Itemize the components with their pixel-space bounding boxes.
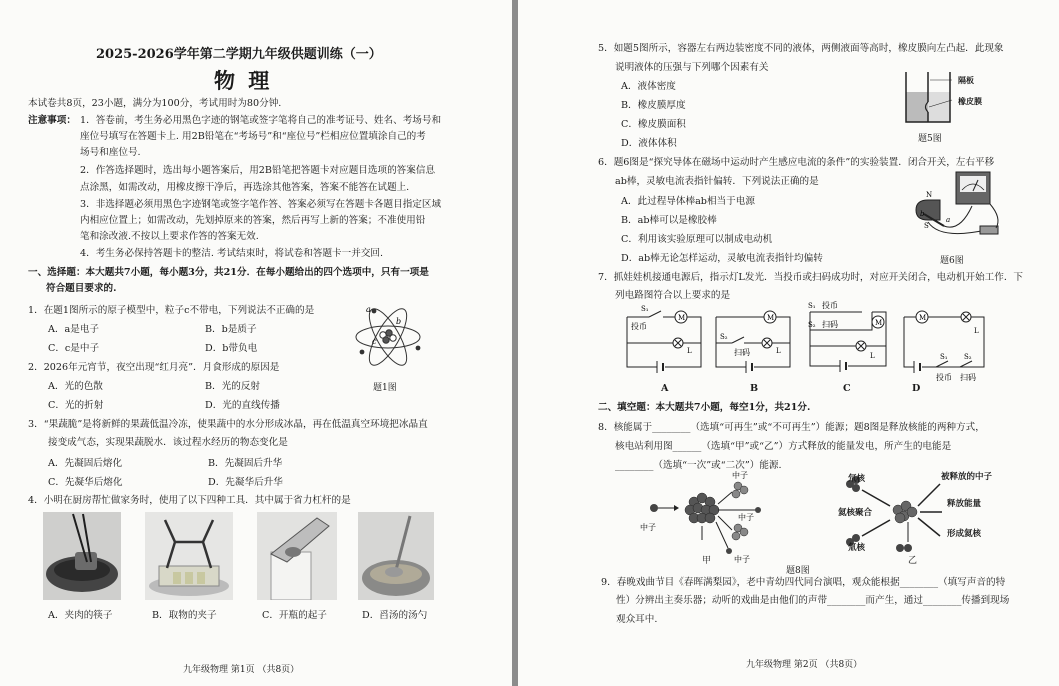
q5-option-b: B．橡皮膜厚度 bbox=[621, 100, 686, 111]
magnet-pole-n: N bbox=[926, 191, 933, 199]
figure-1-caption: 题1图 bbox=[373, 383, 397, 393]
switch-s1-label: S₁ bbox=[808, 302, 816, 310]
released-neutron-label: 被释放的中子 bbox=[941, 472, 993, 482]
circuit-a-label: A bbox=[661, 383, 669, 394]
container-figure bbox=[904, 70, 954, 124]
q2-option-a: A．光的色散 bbox=[48, 381, 103, 392]
switch-coin-label: 投币 bbox=[631, 322, 647, 331]
fission-neutron-label: 中子 bbox=[640, 523, 656, 532]
lamp-label: L bbox=[974, 327, 979, 335]
q6-stem: 6．题6图是“探究导体在磁场中运动时产生感应电流的条件”的实验装置．闭合开关，左右平移 bbox=[598, 157, 995, 168]
q5-option-a: A．液体密度 bbox=[621, 81, 676, 92]
figure-8-caption: 题8图 bbox=[786, 566, 810, 576]
circuit-c bbox=[806, 300, 890, 380]
circuit-d bbox=[900, 303, 990, 383]
switch-scan-label: 扫码 bbox=[734, 348, 750, 357]
q1-option-d: D．b带负电 bbox=[205, 343, 258, 354]
page-1-footer: 九年级物理 第1页 （共8页） bbox=[183, 665, 300, 675]
exam-page-1 bbox=[0, 0, 512, 686]
q7-stem-cont: 列电路图符合以上要求的是 bbox=[615, 290, 731, 301]
switch-s2-label: S₂ bbox=[964, 353, 972, 361]
section-1-heading: 一、选择题：本大题共7小题，每小题3分，共21分．在每小题给出的四个选项中，只有一项是 bbox=[28, 267, 429, 278]
q5-option-c: C．橡皮膜面积 bbox=[621, 119, 686, 130]
notice-line: 笔和涂改液.不按以上要求作答的答案无效. bbox=[80, 231, 259, 242]
q8-line-1: 8．核能属于________（选填“可再生”或“不可再生”）能源；题8图是释放核能的两种方式， bbox=[598, 422, 985, 433]
notice-line: 3．非选择题必须用黑色字迹钢笔或签字笔作答、答案必须写在答题卡各题目指定区域 bbox=[80, 199, 442, 210]
switch-s1-label: S₁ bbox=[641, 305, 649, 313]
notice-line: 场号和座位号. bbox=[80, 147, 141, 158]
partition-label: 隔板 bbox=[958, 75, 974, 85]
motor-symbol: M bbox=[919, 314, 927, 322]
fusion-label: 氦核聚合 bbox=[838, 508, 873, 518]
q3-stem-cont: 接变成气态，实现果蔬脱水．该过程水经历的物态变化是 bbox=[48, 437, 288, 448]
switch-s2-label: S₂ bbox=[808, 321, 816, 329]
switch-scan-label: 扫码 bbox=[822, 320, 838, 329]
tritium-label: 氚核 bbox=[848, 543, 866, 553]
membrane-label: 橡皮膜 bbox=[958, 96, 982, 106]
q4-option-b: B．取物的夹子 bbox=[152, 610, 217, 621]
exam-page-2 bbox=[518, 0, 1059, 686]
q6-stem-cont: ab棒，灵敏电流表指针偏转．下列说法正确的是 bbox=[615, 176, 819, 187]
figure-jia-label: 甲 bbox=[702, 556, 712, 566]
q3-option-a: A．先凝固后熔化 bbox=[48, 458, 123, 469]
fission-figure bbox=[638, 468, 774, 566]
switch-s1-label: S₁ bbox=[940, 353, 948, 361]
q5-option-d: D．液体体积 bbox=[621, 138, 677, 149]
rod-end-a: a bbox=[946, 216, 951, 224]
q9-line-3: 观众耳中. bbox=[616, 614, 658, 625]
q3-option-d: D．先凝华后升华 bbox=[208, 477, 283, 488]
circuit-b-label: B bbox=[750, 383, 759, 394]
notice-line: 1．答卷前，考生务必用黑色字迹的钢笔或签字笔将自己的准考证号、姓名、考场号和 bbox=[80, 115, 442, 126]
circuit-a bbox=[623, 303, 705, 381]
q2-stem: 2．2026年元宵节，夜空出现“红月亮”．月食形成的原因是 bbox=[28, 362, 280, 373]
notice-line: 座位号填写在答题卡上. 用2B铅笔在“考场号”和“座位号”栏相应位置填涂自己的考 bbox=[80, 131, 426, 142]
q8-line-3: ________（选填“一次”或“二次”）能源. bbox=[615, 460, 782, 471]
notice-line: 2．作答选择题时，选出每小题答案后，用2B铅笔把答题卡对应题目选项的答案信息 bbox=[80, 165, 436, 176]
atom-label-b: b bbox=[396, 317, 402, 326]
exam-header: 2025-2026学年第二学期九年级供题训练（一） bbox=[96, 47, 382, 62]
q1-option-b: B．b是质子 bbox=[205, 324, 257, 335]
q3-option-c: C．先凝华后熔化 bbox=[48, 477, 123, 488]
q4-option-d: D．舀汤的汤勺 bbox=[362, 610, 428, 621]
atom-label-a: a bbox=[366, 305, 371, 314]
q1-option-c: C．c是中子 bbox=[48, 343, 100, 354]
switch-coin-label: 投币 bbox=[822, 301, 838, 310]
subject-title: 物 理 bbox=[214, 68, 273, 93]
atom-model-figure bbox=[352, 302, 427, 370]
lamp-label: L bbox=[687, 347, 692, 355]
atom-label-c: c bbox=[372, 337, 377, 346]
chopsticks-photo bbox=[43, 512, 121, 600]
q9-line-1: 9．春晚戏曲节目《春晖满梨园》，老中青幼四代同台演唱，观众能根据________（填写声音的特 bbox=[601, 577, 1006, 588]
q3-option-b: B．先凝固后升华 bbox=[208, 458, 283, 469]
fission-neutron-label: 中子 bbox=[738, 513, 754, 522]
helium-label: 形成氦核 bbox=[947, 529, 982, 539]
exam-intro: 本试卷共8页，23小题，满分为100分，考试用时为80分钟. bbox=[28, 98, 282, 109]
switch-scan-label: 扫码 bbox=[960, 373, 976, 382]
q9-line-2: 性）分辨出主奏乐器；动听的戏曲是由他们的声带________而产生，通过________传播到现场 bbox=[616, 595, 1010, 606]
q4-option-a: A．夹肉的筷子 bbox=[48, 610, 113, 621]
soup-ladle-photo bbox=[358, 512, 434, 600]
section-2-heading: 二、填空题：本大题共7小题，每空1分，共21分. bbox=[598, 402, 811, 413]
bottle-opener-photo bbox=[257, 512, 337, 600]
q7-stem: 7．抓娃娃机接通电源后，指示灯L发光．当投币或扫码成功时，对应开关闭合，电动机开始工作．下 bbox=[598, 272, 1024, 283]
q6-option-c: C．利用该实验原理可以制成电动机 bbox=[621, 234, 773, 245]
circuit-d-label: D bbox=[912, 383, 921, 394]
q4-stem: 4．小明在厨房帮忙做家务时，使用了以下四种工具．其中属于省力杠杆的是 bbox=[28, 495, 351, 506]
electromagnetic-induction-figure bbox=[910, 170, 1020, 248]
notice-line: 内相应位置上；如需改动，先划掉原来的答案，然后再写上新的答案；不准使用铅 bbox=[80, 215, 426, 226]
q6-option-a: A．此过程导体棒ab相当于电源 bbox=[621, 196, 755, 207]
q2-option-d: D．光的直线传播 bbox=[205, 400, 280, 411]
fission-neutron-label: 中子 bbox=[732, 471, 748, 480]
released-energy-label: 释放能量 bbox=[947, 499, 982, 509]
q6-option-d: D．ab棒无论怎样运动，灵敏电流表指针均偏转 bbox=[621, 253, 823, 264]
deuterium-label: 氘核 bbox=[848, 474, 866, 484]
q4-option-c: C．开瓶的起子 bbox=[262, 610, 327, 621]
notice-line: 点涂黑，如需改动，用橡皮擦干净后，再选涂其他答案，答案不能答在试题上. bbox=[80, 182, 410, 193]
figure-5-caption: 题5图 bbox=[918, 134, 942, 144]
circuit-c-label: C bbox=[843, 383, 851, 394]
figure-6-caption: 题6图 bbox=[940, 256, 964, 266]
q5-stem: 5．如题5图所示，容器左右两边装密度不同的液体，两侧液面等高时，橡皮膜向左凸起．此现象 bbox=[598, 43, 1004, 54]
q2-option-b: B．光的反射 bbox=[205, 381, 261, 392]
lamp-label: L bbox=[776, 347, 781, 355]
food-tongs-photo bbox=[145, 512, 233, 600]
lamp-label: L bbox=[870, 352, 875, 360]
switch-s2-label: S₂ bbox=[720, 333, 728, 341]
section-1-heading-cont: 符合题目要求的. bbox=[46, 283, 117, 294]
page-2-footer: 九年级物理 第2页 （共8页） bbox=[746, 660, 863, 670]
fission-neutron-label: 中子 bbox=[734, 555, 750, 564]
q1-option-a: A．a是电子 bbox=[48, 324, 100, 335]
q6-option-b: B．ab棒可以是橡胶棒 bbox=[621, 215, 717, 226]
switch-coin-label: 投币 bbox=[936, 373, 952, 382]
magnet-pole-s: S bbox=[924, 222, 929, 230]
q2-option-c: C．光的折射 bbox=[48, 400, 104, 411]
circuit-b bbox=[712, 303, 794, 381]
q3-stem: 3．“果蔬脆”是将新鲜的果蔬低温冷冻，使果蔬中的水分形成冰晶，再在低温真空环境把冰晶直 bbox=[28, 419, 428, 430]
motor-symbol: M bbox=[767, 314, 775, 322]
notice-line: 4．考生务必保持答题卡的整洁. 考试结束时，将试卷和答题卡一并交回. bbox=[80, 248, 384, 259]
q1-stem: 1．在题1图所示的原子模型中，粒子c不带电，下列说法不正确的是 bbox=[28, 305, 315, 316]
notice-label: 注意事项： bbox=[28, 115, 76, 126]
rod-end-b: b bbox=[920, 210, 925, 218]
figure-yi-label: 乙 bbox=[908, 556, 918, 566]
q5-stem-cont: 说明液体的压强与下列哪个因素有关 bbox=[615, 62, 769, 73]
motor-symbol: M bbox=[875, 319, 883, 327]
motor-symbol: M bbox=[678, 314, 686, 322]
q8-line-2: 核电站利用图______（选填“甲”或“乙”）方式释放的能量发电，所产生的电能是 bbox=[615, 441, 952, 452]
